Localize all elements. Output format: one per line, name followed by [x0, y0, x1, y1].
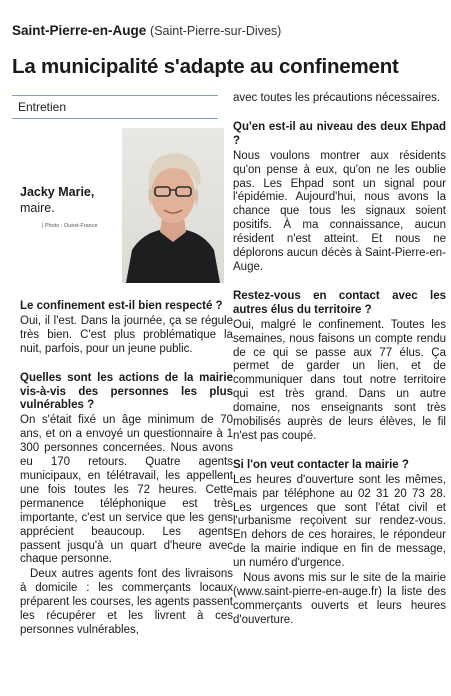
article-kicker [12, 23, 281, 38]
question-5: Si l'on veut contacter la mairie ? [233, 458, 409, 471]
question-4: Restez-vous en contact avec les autres élus du territoire ? [233, 289, 446, 316]
photo-caption-role: maire. [20, 201, 55, 215]
answer-4: Oui, malgré le confinement. Toutes les semaines, nous faisons un compte rendu de ce qui se passe aux 77 élus. Ça permet de garder un lien, et de communiquer dans tout notre territoire qui est très grand. Dans un autre domaine, nos enseignants sont très mobilisés auprès de leurs élèves, le fil n'est pas coupé. [233, 318, 446, 442]
rubric-rule-top [12, 95, 218, 96]
answer-3: Nous voulons montrer aux résidents qu'on pense à eux, qu'on ne les oublie pas. Les Ehpad sont un signal pour l'épidémie. Aujourd'hui, nous avons la chance que tous les signaux soient positifs. À ma connaissance, aucun résident n'est atteint. Et nous ne déplorons aucun décès à Saint-Pierre-en-Auge. [233, 149, 446, 273]
article-column-right [233, 92, 446, 629]
kicker-subplace: (Saint-Pierre-sur-Dives) [150, 24, 282, 38]
photo-credit: | Photo : Ouest-France [42, 223, 98, 229]
rubric-rule-bottom [12, 118, 218, 119]
question-1: Le confinement est-il bien respecté ? [20, 300, 223, 312]
article-column-left [20, 300, 233, 639]
answer-5-paragraph-1: Les heures d'ouverture sont les mêmes, mais par téléphone au 02 31 20 73 28. Les urgences que sont l'état civil et l'urbanisme reçoivent sur rendez-vous. En dehors de ces horaires, le répondeur de la mairie indique en fin de message, un numéro d'urgence. [233, 473, 446, 570]
answer-2-paragraph-2: Deux autres agents font des livraisons à domicile : les commerçants locaux préparent les courses, les agents passent les récupérer et les livrent à ces personnes vulnérables, [20, 568, 233, 636]
answer-2-paragraph-1: On s'était fixé un âge minimum de 70 ans, et on a envoyé un questionnaire à 1 300 personnes concernées. Nous avons eu 170 retours. Quatre agents municipaux, en télétravail, les appellent une fois toutes les 72 heures. Cette permanence téléphonique est très importante, c'est un service que les gens apprécient beaucoup. Les agents passent jusqu'à un quart d'heure avec chaque personne. [20, 414, 233, 566]
answer-5-paragraph-2: Nous avons mis sur le site de la mairie (www.saint-pierre-en-auge.fr) la liste des commerçants ouverts et leurs heures d'ouverture. [233, 572, 446, 626]
article-headline: La municipalité s'adapte au confinement [12, 55, 399, 78]
mayor-portrait [122, 128, 224, 283]
question-3: Qu'en est-il au niveau des deux Ehpad ? [233, 120, 446, 147]
kicker-place: Saint-Pierre-en-Auge [12, 23, 147, 38]
portrait-illustration [122, 128, 224, 283]
rubric-label: Entretien [18, 100, 67, 114]
question-2: Quelles sont les actions de la mairie vis-à-vis des personnes les plus vulnérables ? [20, 371, 233, 412]
continued-text: avec toutes les précautions nécessaires. [233, 92, 441, 104]
answer-1: Oui, il l'est. Dans la journée, ça se régule très bien. C'est plus problématique la nuit, parfois, pour un jeune public. [20, 314, 233, 355]
photo-caption-name: Jacky Marie, [20, 185, 95, 199]
